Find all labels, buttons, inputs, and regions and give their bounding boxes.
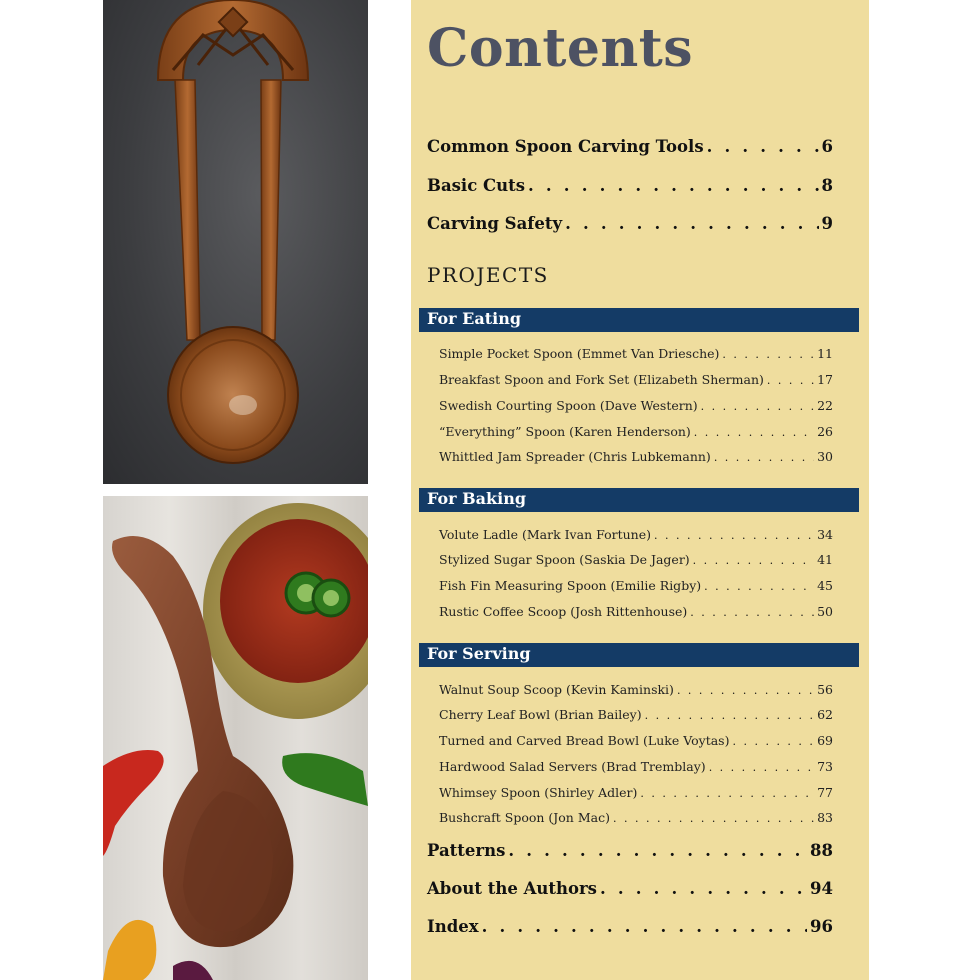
toc-entry-page: 45 [817, 578, 833, 593]
dot-leader [732, 735, 814, 748]
carved-spoon-illustration [103, 0, 368, 484]
toc-entry-page: 30 [817, 449, 833, 464]
toc-entry[interactable] [439, 733, 833, 748]
toc-entry-title: Basic Cuts [427, 176, 526, 195]
spoon-and-chili-illustration [103, 496, 368, 980]
dot-leader [714, 451, 814, 464]
dot-leader [690, 606, 814, 619]
toc-entry[interactable] [439, 578, 833, 593]
section-heading: For Eating [427, 309, 522, 328]
carved-spoon-photo [103, 0, 368, 484]
dot-leader [613, 812, 814, 825]
dot-leader [482, 917, 807, 936]
toc-entry-page: 96 [810, 917, 833, 936]
toc-entry-page: 77 [817, 785, 833, 800]
toc-entry-title: Volute Ladle (Mark Ivan Fortune) [439, 527, 651, 542]
dot-leader [704, 580, 814, 593]
toc-entry[interactable] [439, 346, 833, 361]
toc-entry-page: 88 [810, 841, 833, 860]
toc-entry-title: Cherry Leaf Bowl (Brian Bailey) [439, 707, 642, 722]
toc-entry-page: 73 [817, 759, 833, 774]
dot-leader [767, 374, 814, 387]
dot-leader [654, 529, 814, 542]
toc-entry-page: 26 [817, 424, 833, 439]
toc-entry-title: Patterns [427, 841, 506, 860]
toc-entry-title: About the Authors [427, 879, 597, 898]
serving-spoon-photo [103, 496, 368, 980]
toc-entry-page: 56 [817, 682, 833, 697]
toc-entry-title: Turned and Carved Bread Bowl (Luke Voytas) [439, 733, 730, 748]
dot-leader [528, 176, 818, 195]
toc-entry-title: Index [427, 917, 479, 936]
toc-entry[interactable] [439, 449, 833, 464]
toc-entry-title: Swedish Courting Spoon (Dave Western) [439, 398, 698, 413]
toc-entry[interactable] [439, 398, 833, 413]
toc-entry[interactable] [439, 759, 833, 774]
toc-entry[interactable] [439, 810, 833, 825]
toc-entry-page: 22 [817, 398, 833, 413]
toc-entry-title: Rustic Coffee Scoop (Josh Rittenhouse) [439, 604, 688, 619]
dot-leader [701, 400, 814, 413]
toc-entry-authors[interactable] [427, 879, 833, 898]
dot-leader [694, 426, 814, 439]
toc-entry-safety[interactable] [427, 214, 833, 233]
projects-heading: PROJECTS [427, 263, 549, 287]
toc-entry-basic-cuts[interactable] [427, 176, 833, 195]
toc-entry-tools[interactable] [427, 137, 833, 156]
toc-entry-title: Whimsey Spoon (Shirley Adler) [439, 785, 638, 800]
toc-entry-page: 62 [817, 707, 833, 722]
toc-entry-title: Hardwood Salad Servers (Brad Tremblay) [439, 759, 706, 774]
dot-leader [508, 841, 807, 860]
dot-leader [645, 709, 814, 722]
toc-entry[interactable] [439, 372, 833, 387]
toc-entry[interactable] [439, 604, 833, 619]
dot-leader [677, 684, 814, 697]
contents-panel [411, 0, 869, 980]
toc-entry[interactable] [439, 527, 833, 542]
toc-entry-title: Carving Safety [427, 214, 563, 233]
toc-entry-title: Breakfast Spoon and Fork Set (Elizabeth Sherman) [439, 372, 764, 387]
toc-entry-page: 9 [821, 214, 833, 233]
dot-leader [693, 554, 814, 567]
section-heading: For Baking [427, 489, 527, 508]
toc-entry-page: 50 [817, 604, 833, 619]
dot-leader [722, 348, 814, 361]
toc-entry-page: 34 [817, 527, 833, 542]
toc-entry-title: “Everything” Spoon (Karen Henderson) [439, 424, 691, 439]
toc-entry-page: 41 [817, 552, 833, 567]
toc-entry-index[interactable] [427, 917, 833, 936]
dot-leader [640, 787, 814, 800]
toc-entry-patterns[interactable] [427, 841, 833, 860]
toc-entry-title: Bushcraft Spoon (Jon Mac) [439, 810, 610, 825]
dot-leader [707, 137, 819, 156]
toc-entry-page: 6 [821, 137, 833, 156]
dot-leader [600, 879, 807, 898]
section-bar-serving [419, 643, 859, 667]
toc-entry-page: 94 [810, 879, 833, 898]
toc-entry[interactable] [439, 785, 833, 800]
section-bar-baking [419, 488, 859, 512]
toc-entry[interactable] [439, 552, 833, 567]
toc-entry-title: Simple Pocket Spoon (Emmet Van Driesche) [439, 346, 720, 361]
toc-entry[interactable] [439, 707, 833, 722]
toc-entry-title: Stylized Sugar Spoon (Saskia De Jager) [439, 552, 690, 567]
toc-entry-title: Fish Fin Measuring Spoon (Emilie Rigby) [439, 578, 702, 593]
page-title: Contents [427, 18, 694, 79]
dot-leader [709, 761, 814, 774]
section-heading: For Serving [427, 644, 531, 663]
section-bar-eating [419, 308, 859, 332]
toc-entry-page: 83 [817, 810, 833, 825]
toc-entry[interactable] [439, 682, 833, 697]
dot-leader [565, 214, 818, 233]
toc-entry[interactable] [439, 424, 833, 439]
toc-entry-page: 17 [817, 372, 833, 387]
toc-entry-title: Whittled Jam Spreader (Chris Lubkemann) [439, 449, 711, 464]
toc-entry-page: 8 [821, 176, 833, 195]
toc-entry-page: 11 [817, 346, 833, 361]
toc-entry-page: 69 [817, 733, 833, 748]
toc-entry-title: Walnut Soup Scoop (Kevin Kaminski) [439, 682, 674, 697]
toc-entry-title: Common Spoon Carving Tools [427, 137, 704, 156]
